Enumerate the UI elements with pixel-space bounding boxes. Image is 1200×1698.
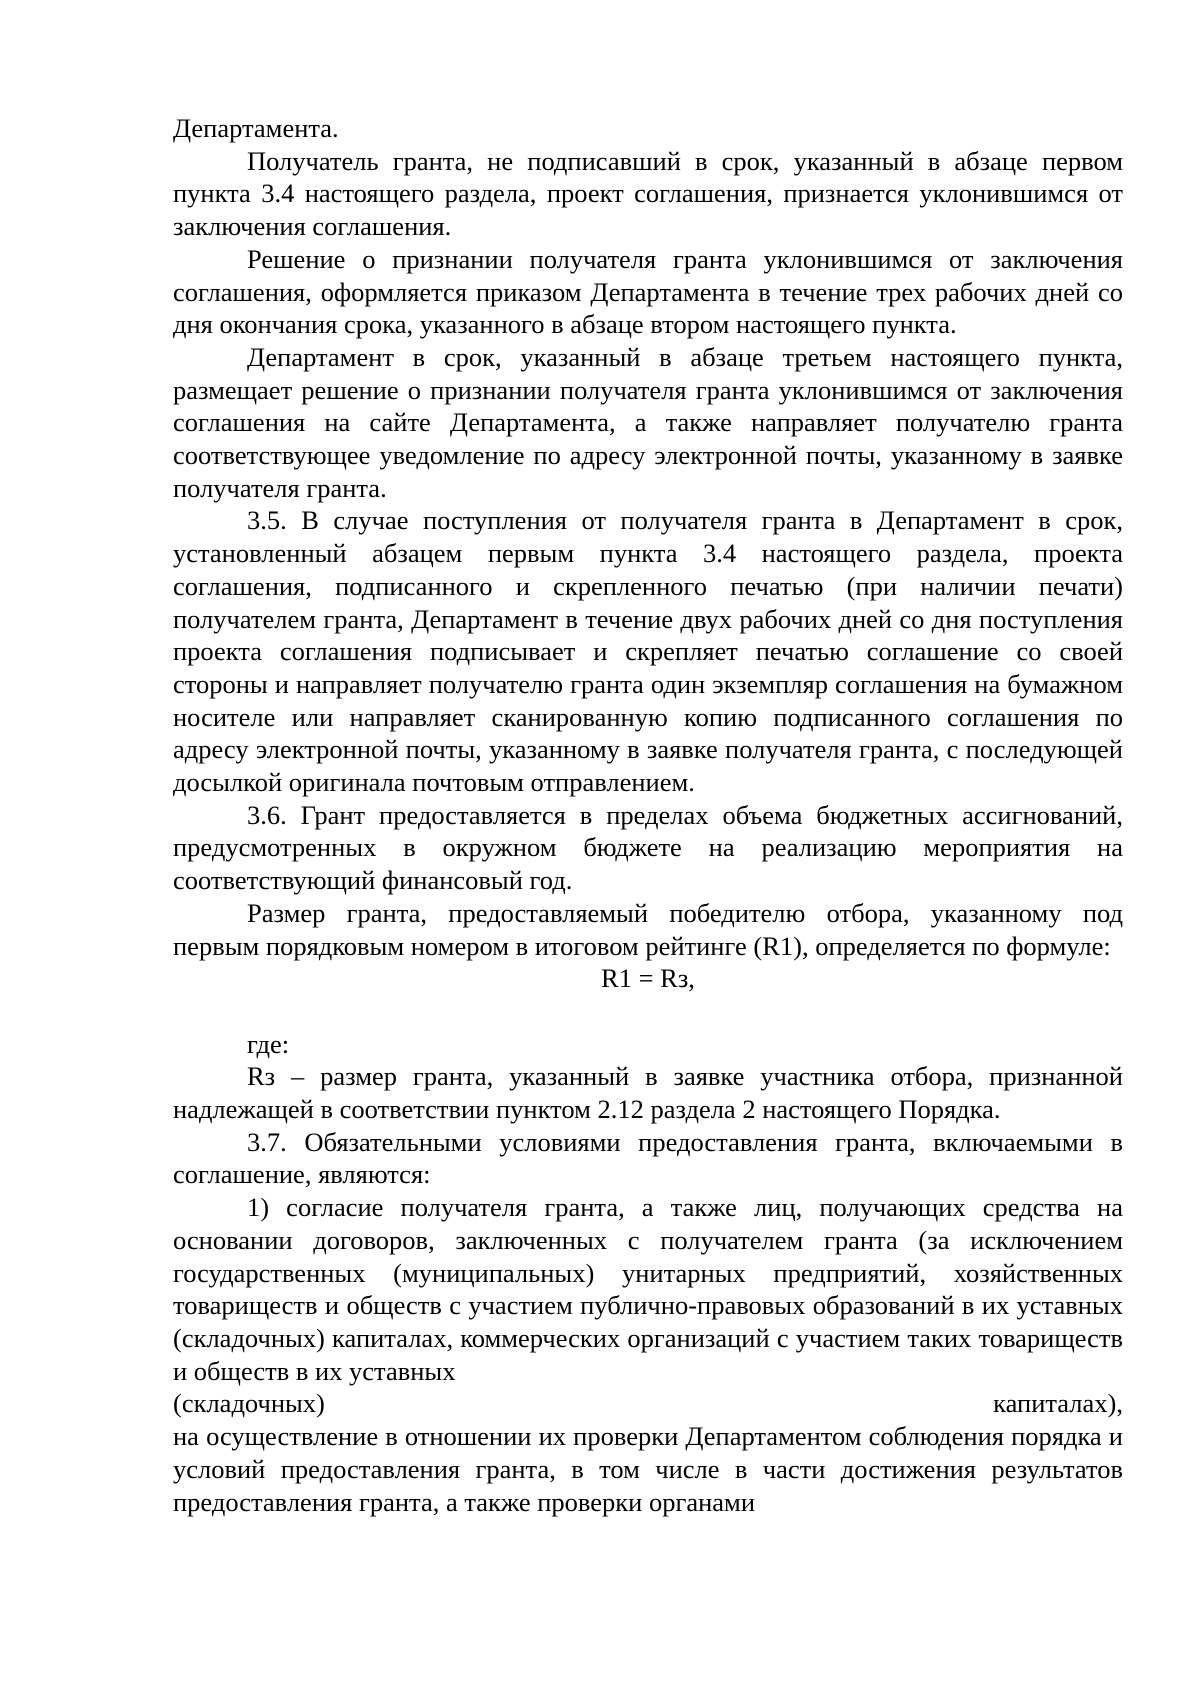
where-label: где: <box>247 1028 290 1059</box>
paragraph-decision-publication: Департамент в срок, указанный в абзаце третьем настоящего пункта, размещает решение о признании получателя гранта уклонившимся от заключения соглашения на сайте Департамента, а также направляет получателю гранта соответствующее уведомление по адресу электронной почты, указанному в заявке получателя гранта. <box>173 341 1123 503</box>
document-page <box>173 112 1123 1518</box>
paragraph-clause-3-6: 3.6. Грант предоставляется в пределах объема бюджетных ассигнований, предусмотренных в окружном бюджете на реализацию мероприятия на соответствующий финансовый год. <box>173 799 1123 896</box>
paragraph-continuation: Департамента. <box>173 113 339 143</box>
paragraph-decision-order: Решение о признании получателя гранта уклонившимся от заключения соглашения, оформляется приказом Департамента в течение трех рабочих дней со дня окончания срока, указанного в абзаце втором настоящего пункта. <box>173 243 1123 340</box>
paragraph-condition-1: 1) согласие получателя гранта, а также лиц, получающих средства на основании договоров, заключенных с получателем гранта (за исключением государственных (муниципальных) унитарных предприятий, хозяйственных товариществ и обществ с участием публично-правовых образований в их уставных (складочных) капиталах, коммерческих организаций с участием таких товариществ и обществ в их уставных <box>173 1192 1123 1386</box>
paragraph-final: на осуществление в отношении их проверки Департаментом соблюдения порядка и условий предоставления гранта, в том числе в части достижения результатов предоставления гранта, а также проверки органами <box>173 1421 1123 1517</box>
paragraph-clause-3-7: 3.7. Обязательными условиями предоставления гранта, включаемыми в соглашение, являются: <box>173 1126 1123 1190</box>
split-line <box>173 1387 1123 1420</box>
formula: R1 = Rз, <box>601 963 695 994</box>
spacer <box>173 995 1123 1028</box>
split-line-right: капиталах), <box>993 1388 1123 1419</box>
paragraph-unsigned-recipient: Получатель гранта, не подписавший в срок, указанный в абзаце первом пункта 3.4 настоящего раздела, проект соглашения, признается уклонившимся от заключения соглашения. <box>173 145 1123 242</box>
split-line-left: (складочных) <box>173 1388 325 1419</box>
paragraph-grant-size: Размер гранта, предоставляемый победителю отбора, указанному под первым порядковым номером в итоговом рейтинге (R1), определяется по формуле: <box>173 897 1123 961</box>
paragraph-clause-3-5: 3.5. В случае поступления от получателя гранта в Департамент в срок, установленный абзацем первым пункта 3.4 настоящего раздела, проекта соглашения, подписанного и скрепленного печатью (при наличии печати) получателем гранта, Департамент в течение двух рабочих дней со дня поступления проекта соглашения подписывает и скрепляет печатью соглашение со своей стороны и направляет получателю гранта один экземпляр соглашения на бумажном носителе или направляет сканированную копию подписанного соглашения по адресу электронной почты, указанному в заявке получателя гранта, с последующей досылкой оригинала почтовым отправлением. <box>173 505 1123 798</box>
paragraph-rz-definition: Rз – размер гранта, указанный в заявке участника отбора, признанной надлежащей в соответствии пунктом 2.12 раздела 2 настоящего Порядка. <box>173 1061 1123 1125</box>
